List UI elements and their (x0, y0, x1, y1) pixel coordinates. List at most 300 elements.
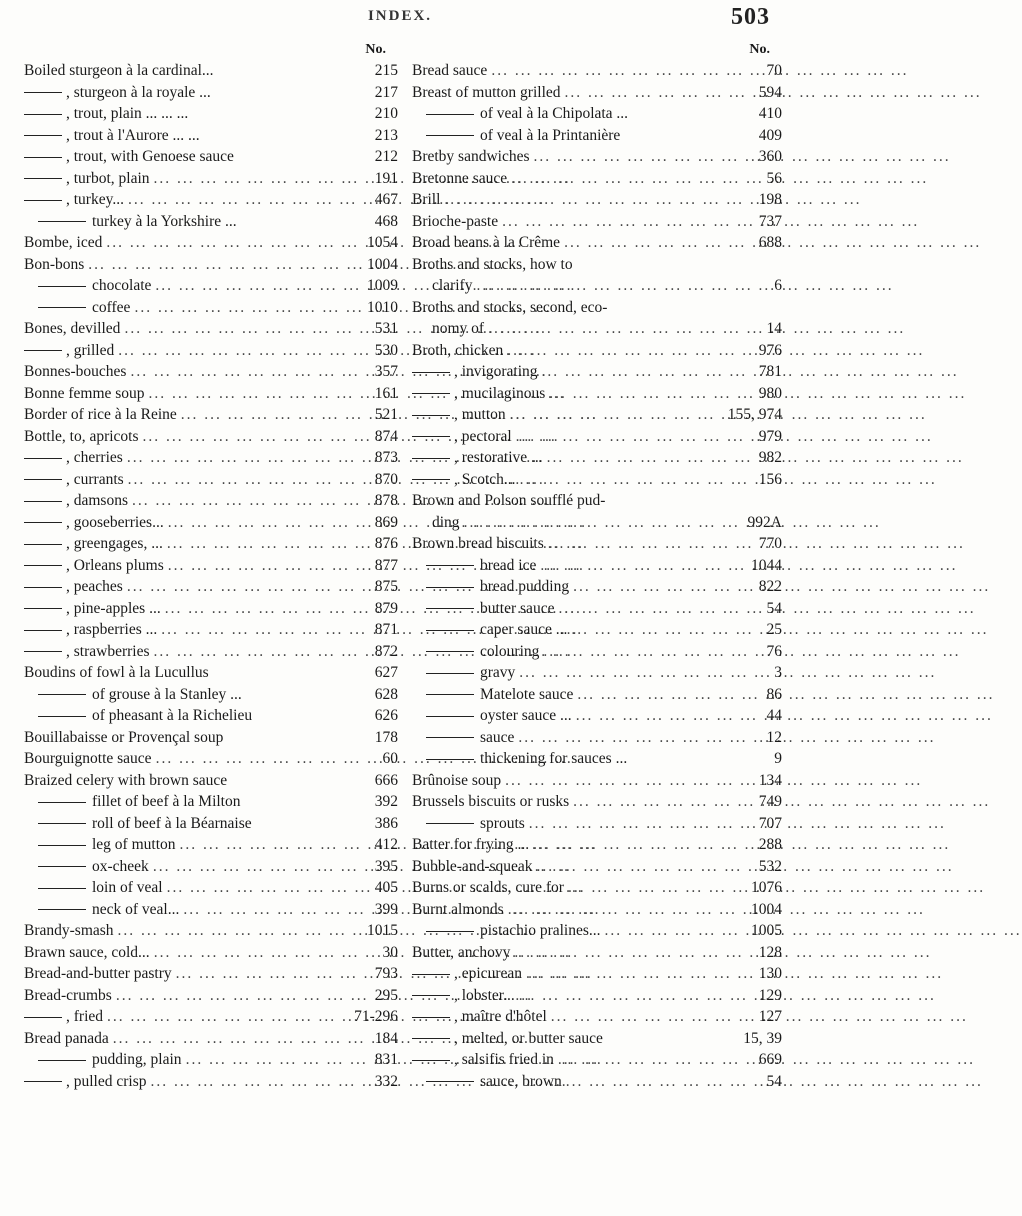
dot-leader (182, 1049, 362, 1071)
index-entry (24, 1071, 398, 1093)
index-entry-term: sauce (412, 727, 514, 749)
dot-leader (103, 1006, 352, 1028)
dot-leader (547, 1006, 746, 1028)
dot-leader (501, 770, 746, 792)
index-entry-term: , Orleans plums (24, 555, 164, 577)
index-entry-number: 412 (374, 836, 398, 853)
dot-leader (176, 834, 362, 856)
dot-leader (498, 211, 746, 233)
index-entry-number: 3 (774, 664, 782, 681)
dot-leader (120, 318, 362, 340)
index-entry (24, 727, 398, 749)
index-entry-number: 56 (766, 169, 782, 187)
dot-leader (507, 168, 746, 190)
index-entry-number: 627 (374, 664, 398, 681)
index-entry-term: Border of rice à la Reine (24, 406, 177, 423)
index-entry (412, 275, 782, 297)
index-entry-term: Broths and stocks, second, eco- (412, 298, 608, 316)
dot-leader (124, 469, 362, 491)
index-entry-number: 399 (374, 900, 398, 918)
index-entry-number: 14 (766, 320, 782, 337)
index-entry-term: roll of beef à la Béarnaise (24, 813, 252, 835)
dot-leader (514, 727, 746, 749)
index-entry-number: 688 (758, 234, 782, 251)
dot-leader (569, 576, 746, 598)
index-entry-number: 467 (374, 191, 398, 208)
dot-leader (506, 404, 726, 426)
index-entry (24, 985, 398, 1007)
index-column-right (412, 42, 782, 1092)
index-entry-term: Breast of mutton grilled (412, 83, 561, 101)
index-entry (24, 748, 398, 770)
index-entry-term: , trout à l'Aurore ... ... (24, 125, 200, 147)
index-entry-number: 360 (758, 148, 782, 165)
dot-leader (472, 275, 746, 297)
index-entry-term: Bouillabaisse or Provençal soup (24, 728, 224, 746)
index-entry-number: 71-296 (354, 1008, 398, 1025)
index-entry-number: 6 (774, 277, 782, 294)
dot-leader (126, 361, 362, 383)
index-entry-term: of veal à la Printanière (412, 125, 620, 147)
index-entry-term: , mutton (412, 404, 506, 426)
index-entry (24, 1028, 398, 1050)
index-entry (412, 555, 782, 577)
index-entry-number: 781 (758, 363, 782, 380)
index-entry-term: Bread-crumbs (24, 986, 112, 1004)
index-entry-term: Brûnoise soup (412, 771, 502, 789)
index-entry-number: 210 (374, 105, 398, 122)
index-entry-number: 532 (758, 857, 782, 875)
index-entry-term: , peaches (24, 576, 123, 598)
index-entry-number: 295 (374, 986, 398, 1004)
index-entry (412, 791, 782, 813)
dot-leader (139, 426, 362, 448)
dot-leader (123, 576, 362, 598)
index-entry (24, 942, 398, 964)
index-entry (24, 619, 398, 641)
index-entry-term: of pheasant à la Richelieu (24, 705, 252, 727)
column-heading-left: No. (365, 42, 386, 57)
page-number: 503 (731, 4, 770, 30)
index-entry (24, 60, 398, 82)
index-entry (24, 770, 398, 792)
dot-leader (562, 1071, 746, 1093)
index-entry (24, 275, 398, 297)
index-entry-term: Bread sauce (412, 62, 488, 79)
index-entry (412, 834, 782, 856)
dot-leader (512, 426, 746, 448)
index-entry-number: 129 (758, 986, 782, 1004)
index-entry-term: Broths and stocks, how to (412, 255, 573, 273)
index-entry-term: colouring (412, 641, 539, 663)
index-entry (412, 60, 782, 82)
index-entry (24, 576, 398, 598)
index-entry-number: 749 (758, 793, 782, 810)
index-entry (412, 748, 782, 770)
index-entry-number: 822 (758, 578, 782, 595)
index-entry-term: sprouts (412, 813, 525, 835)
index-entry-term: , maître d'hôtel (412, 1006, 547, 1028)
dot-leader (150, 641, 363, 663)
index-entry (24, 340, 398, 362)
dot-leader (84, 254, 362, 276)
index-entry-number: 76 (766, 642, 782, 660)
index-entry-term: chocolate (24, 275, 151, 297)
index-entry-number: 25 (766, 621, 782, 638)
index-entry-number: 156 (758, 470, 782, 488)
dot-leader (543, 447, 746, 469)
dot-leader (150, 168, 362, 190)
index-entry-term: Batter for frying ... (412, 836, 530, 853)
index-entry-term: , cherries (24, 447, 123, 469)
index-entry-number: 873 (374, 449, 398, 466)
index-entry-term: Burns or scalds, cure for (412, 879, 564, 896)
index-entry (412, 1049, 782, 1071)
dot-leader (484, 318, 746, 340)
dot-leader (601, 920, 746, 942)
index-entry-term: of grouse à la Stanley ... (24, 684, 242, 706)
index-entry-term: Burnt almonds (412, 900, 504, 918)
index-entry-number: 1044 (751, 556, 782, 574)
index-entry-term: coffee (24, 297, 130, 319)
index-entry (412, 705, 782, 727)
index-entry-number: 979 (758, 427, 782, 445)
index-entry-number: 770 (758, 535, 782, 552)
index-entry-number: 1004 (367, 255, 398, 273)
index-entry (412, 404, 782, 426)
index-entry-term: of veal à la Chipolata ... (412, 103, 628, 125)
index-entry-number: 395 (374, 857, 398, 875)
index-entry-number: 530 (374, 341, 398, 359)
index-entry-term: thickening for sauces ... (412, 748, 627, 770)
index-column-left (24, 42, 398, 1092)
running-head: INDEX. (367, 8, 433, 24)
index-entry-number: 875 (374, 578, 398, 595)
dot-leader (128, 490, 362, 512)
index-entry (24, 555, 398, 577)
index-entry (24, 404, 398, 426)
index-entry-number: 54 (766, 1072, 782, 1090)
page-header (0, 6, 800, 32)
index-entry-term: , trout, with Genoese sauce (24, 146, 234, 168)
index-entry-term: Brill (412, 191, 441, 208)
index-entry-term: caper sauce ... (412, 619, 567, 641)
index-entry (412, 125, 782, 147)
dot-leader (164, 555, 362, 577)
dot-leader (150, 942, 362, 964)
index-entry-number: 831 (374, 1051, 398, 1068)
index-entry-number: 468 (374, 212, 398, 230)
index-entry (24, 813, 398, 835)
index-entry (412, 146, 782, 168)
index-entry-number: 9 (774, 750, 782, 767)
index-entry-number: 1010 (367, 298, 398, 316)
index-entry-number: 217 (374, 83, 398, 101)
index-entry-term: Bonnes-bouches (24, 363, 127, 380)
index-entry-term: Bretonne sauce (412, 169, 508, 187)
index-entry (24, 469, 398, 491)
dot-leader (503, 340, 746, 362)
index-entry-number: 30 (382, 943, 398, 961)
index-entry-term: Brown and Polson soufflé pud- (412, 492, 606, 509)
index-entry-number: 669 (758, 1051, 782, 1068)
index-entry-term: Brioche-paste (412, 212, 499, 230)
index-entry (24, 684, 398, 706)
index-entry-term: neck of veal... (24, 899, 179, 921)
index-entry (24, 232, 398, 254)
index-entry-number: 1004 (751, 900, 782, 918)
index-entry (412, 619, 782, 641)
dot-leader (112, 985, 362, 1007)
dot-leader (516, 469, 746, 491)
index-entry-term: clarify (432, 277, 473, 294)
index-entry (412, 189, 782, 211)
index-entry (24, 211, 398, 233)
index-entry-number: 878 (374, 492, 398, 509)
index-entry-number: 1009 (367, 277, 398, 294)
index-entry-number: 386 (374, 814, 398, 832)
index-entry-term: nomy of (432, 320, 485, 337)
index-entry-term: Brandy-smash (24, 922, 114, 939)
dot-leader (109, 1028, 362, 1050)
dot-leader (561, 82, 746, 104)
index-entry-term: , pine-apples ... (24, 598, 161, 620)
index-entry (24, 297, 398, 319)
index-entry (24, 899, 398, 921)
index-entry (412, 942, 782, 964)
index-entry (24, 125, 398, 147)
dot-leader (554, 598, 746, 620)
index-entry (412, 856, 782, 878)
index-entry (412, 1071, 782, 1093)
index-entry-term: Broad beans à la Crême (412, 234, 561, 251)
index-entry-term: Boudins of fowl à la Lucullus (24, 664, 209, 681)
index-entry-term: Bread panada (24, 1029, 109, 1047)
dot-leader (560, 232, 746, 254)
index-entry-number: 161 (374, 384, 398, 402)
index-entry-term: , currants (24, 469, 124, 491)
index-entry (412, 813, 782, 835)
dot-leader (554, 1049, 746, 1071)
index-entry-term: Brawn sauce, cold... (24, 943, 150, 961)
index-entry (412, 598, 782, 620)
index-entry (412, 1006, 782, 1028)
dot-leader (172, 963, 362, 985)
index-entry-term: pistachio pralines... (412, 920, 601, 942)
index-entry (412, 985, 782, 1007)
index-entry-number: 1076 (751, 879, 782, 896)
index-entry (412, 899, 782, 921)
index-entry (24, 533, 398, 555)
index-entry-term: , salsifis fried in (412, 1049, 554, 1071)
index-entry (24, 1006, 398, 1028)
index-entry (24, 920, 398, 942)
index-entry (24, 1049, 398, 1071)
index-entry (412, 447, 782, 469)
dot-leader (440, 189, 746, 211)
index-entry-term: , sturgeon à la royale ... (24, 82, 211, 104)
index-entry-term: sauce, brown (412, 1071, 562, 1093)
index-entry-list-right (412, 60, 782, 1092)
index-entry-term: Butter, anchovy (412, 943, 511, 961)
index-entry-term: Matelote sauce (412, 684, 573, 706)
index-entry-number: 992A (747, 513, 782, 531)
index-entry-term: Braized celery with brown sauce (24, 771, 228, 789)
index-entry-term: , trout, plain ... ... ... (24, 103, 188, 125)
index-entry-term: , gooseberries... (24, 512, 164, 534)
index-entry-term: turkey à la Yorkshire ... (24, 211, 237, 233)
index-entry-number: 410 (758, 105, 782, 122)
index-entry-number: 128 (758, 943, 782, 961)
index-entry (24, 189, 398, 211)
index-entry (24, 361, 398, 383)
index-entry (412, 490, 782, 512)
dot-leader (529, 834, 746, 856)
index-entry-number: 357 (374, 363, 398, 380)
dot-leader (569, 791, 746, 813)
dot-leader (161, 598, 362, 620)
index-entry-number: 86 (766, 685, 782, 703)
dot-leader (179, 899, 362, 921)
index-entry-number: 980 (758, 384, 782, 402)
index-entry (412, 232, 782, 254)
index-entry-term: , Scotch... (412, 469, 516, 491)
index-entry-term: ox-cheek (24, 856, 149, 878)
index-entry-term: , raspberries ... (24, 619, 157, 641)
index-entry-number: 392 (374, 793, 398, 810)
index-entry-number: 54 (766, 599, 782, 617)
index-entry (412, 211, 782, 233)
index-entry-term: pudding, plain (24, 1049, 182, 1071)
dot-leader (149, 856, 362, 878)
dot-leader (130, 297, 362, 319)
index-entry-number: 869 (374, 513, 398, 531)
index-entry (412, 361, 782, 383)
index-entry-term: Bottle, to, apricots (24, 427, 139, 445)
dot-leader (114, 920, 362, 942)
index-entry (412, 318, 782, 340)
index-entry (412, 469, 782, 491)
index-entry-number: 409 (758, 126, 782, 144)
dot-leader (460, 512, 746, 534)
index-entry-number: 737 (758, 212, 782, 230)
index-entry (24, 490, 398, 512)
index-entry-term: Brown bread biscuits (412, 535, 544, 552)
dot-leader (567, 619, 746, 641)
dot-leader (538, 361, 746, 383)
index-entry-number: 212 (374, 148, 398, 165)
index-entry-number: 44 (766, 707, 782, 724)
index-entry-list-left (24, 60, 398, 1092)
dot-leader (564, 877, 746, 899)
index-entry-number: 521 (374, 406, 398, 423)
index-entry-term: Broth, chicken (412, 341, 504, 359)
index-entry (24, 318, 398, 340)
index-entry-number: 178 (374, 728, 398, 746)
index-entry-number: 191 (374, 169, 398, 187)
index-entry-term: , turbot, plain (24, 168, 150, 190)
index-entry (412, 82, 782, 104)
index-entry-number: 405 (374, 879, 398, 896)
index-entry-term: , mucilaginous (412, 383, 545, 405)
dot-leader (539, 641, 746, 663)
dot-leader (522, 963, 746, 985)
dot-leader (151, 275, 362, 297)
dot-leader (545, 383, 746, 405)
index-entry-number: 1005 (751, 922, 782, 939)
index-entry-term: Bombe, iced (24, 234, 103, 251)
index-entry-term: Bon-bons (24, 255, 85, 273)
index-entry (24, 598, 398, 620)
index-entry (24, 426, 398, 448)
index-entry (24, 447, 398, 469)
index-entry (24, 383, 398, 405)
index-entry-number: 213 (374, 126, 398, 144)
index-entry-number: 531 (374, 320, 398, 337)
index-entry (24, 512, 398, 534)
index-entry (24, 103, 398, 125)
dot-leader (102, 232, 362, 254)
dot-leader (504, 899, 746, 921)
index-entry (412, 727, 782, 749)
index-entry (412, 770, 782, 792)
index-entry-term: , melted, or butter sauce (412, 1028, 603, 1050)
index-entry (24, 963, 398, 985)
index-entry-term: , damsons (24, 490, 128, 512)
index-entry-term: , pulled crisp (24, 1071, 147, 1093)
index-entry-number: 628 (374, 685, 398, 703)
index-entry-term: leg of mutton (24, 834, 176, 856)
index-entry-term: , restorative ... (412, 447, 543, 469)
index-entry-term: Bonne femme soup (24, 384, 145, 402)
index-entry (412, 684, 782, 706)
dot-leader (114, 340, 362, 362)
index-entry-term: , turkey... (24, 189, 124, 211)
index-entry-number: 594 (758, 83, 782, 101)
index-entry (412, 877, 782, 899)
index-entry-term: , epicurean (412, 963, 522, 985)
index-entry (412, 920, 782, 942)
index-entry-term: Bones, devilled (24, 320, 121, 337)
index-entry-term: oyster sauce ... (412, 705, 572, 727)
dot-leader (572, 705, 746, 727)
index-entry (24, 856, 398, 878)
index-entry-term: , pectoral (412, 426, 512, 448)
index-entry-number: 872 (374, 642, 398, 660)
dot-leader (533, 856, 746, 878)
index-entry-term: Brussels biscuits or rusks (412, 793, 570, 810)
index-entry (24, 791, 398, 813)
dot-leader (123, 447, 362, 469)
index-entry-term: Boiled sturgeon à la cardinal... (24, 62, 214, 79)
index-entry (412, 641, 782, 663)
index-entry (412, 533, 782, 555)
dot-leader (515, 662, 746, 684)
index-entry-term: , grilled (24, 340, 114, 362)
index-entry (412, 297, 782, 319)
index-entry-number: 70 (766, 62, 782, 79)
dot-leader (536, 555, 746, 577)
index-entry-number: 288 (758, 836, 782, 853)
dot-leader (487, 60, 746, 82)
index-entry-number: 976 (758, 341, 782, 359)
index-entry (412, 383, 782, 405)
dot-leader (530, 146, 746, 168)
index-entry-term: Bread-and-butter pastry (24, 965, 172, 982)
dot-leader (157, 619, 362, 641)
index-entry-number: 60 (382, 750, 398, 767)
dot-leader (163, 533, 362, 555)
